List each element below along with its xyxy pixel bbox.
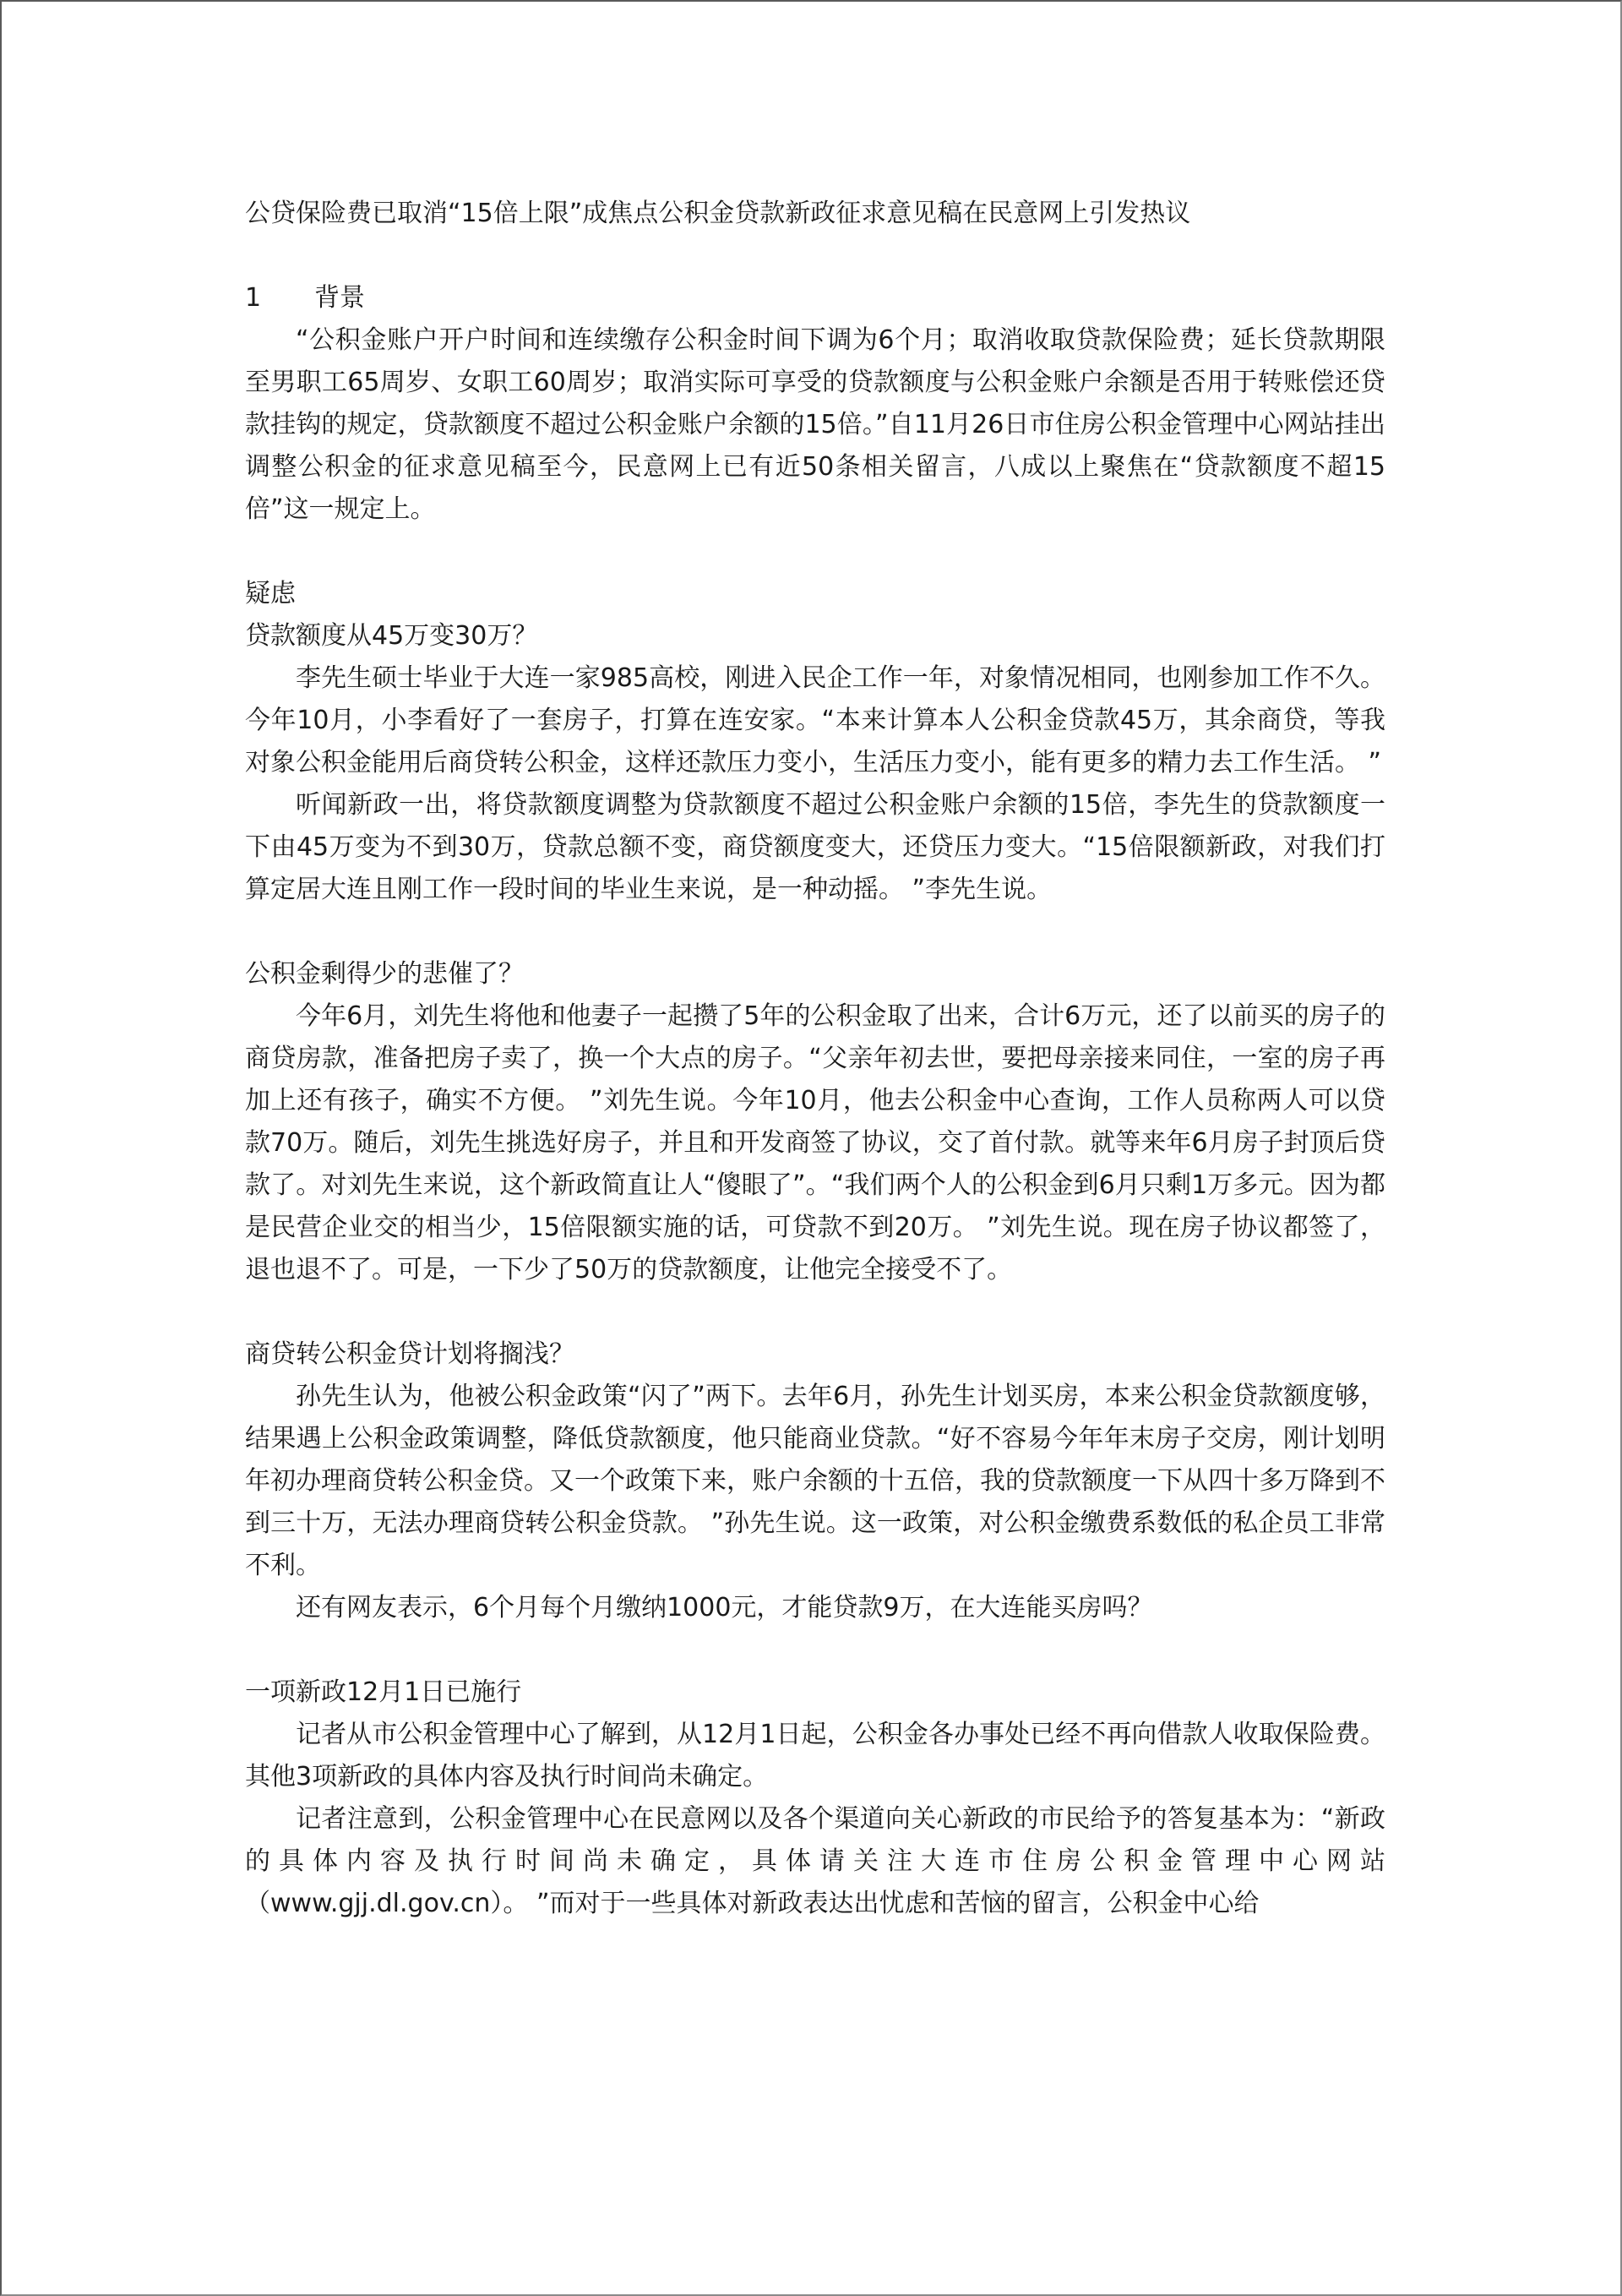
subheading-loan-transfer: 商贷转公积金贷计划将搁浅？ [245,1339,574,1369]
paragraph-liu: 今年6月，刘先生将他和他妻子一起攒了5年的公积金取了出来，合计6万元，还了以前买的房子的商贷房款，准备把房子卖了，换一个大点的房子。“父亲年初去世，要把母亲接来同住，一室的房子再加上还有孩子，确实不方便。 ”刘先生说。今年10月，他去公积金中心查询，工作人员称两人可以贷款70万。随后，刘先生挑选好房子，并且和开发商签了协议，交了首付款。就等来年6月房子封顶后贷款了。对刘先生来说，这个新政简直让人“傻眼了”。“我们两个人的公积金到6月只剩1万多元。因为都是民营企业交的相当少，15倍限额实施的话，可贷款不到20万。 ”刘先生说。现在房子协议都签了，退也退不了。可是，一下少了50万的贷款额度，让他完全接受不了。 [245,1001,1385,1284]
section-title: 背景 [314,283,365,313]
paragraph-li-1: 李先生硕士毕业于大连一家985高校，刚进入民企工作一年，对象情况相同，也刚参加工作不久。今年10月，小李看好了一套房子，打算在连安家。“本来计算本人公积金贷款45万，其余商贷，等我对象公积金能用后商贷转公积金，这样还款压力变小，生活压力变小，能有更多的精力去工作生活。 ” [245,663,1385,777]
section-heading-background [245,277,1385,319]
spacer [245,1629,1385,1672]
document-title: 公贷保险费已取消“15倍上限”成焦点公积金贷款新政征求意见稿在民意网上引发热议 [245,199,1191,228]
subheading-loan-amount: 贷款额度从45万变30万？ [245,621,538,651]
spacer [245,1291,1385,1333]
subheading-new-policy: 一项新政12月1日已施行 [245,1677,522,1707]
paragraph-netizen: 还有网友表示，6个月每个月缴纳1000元，才能贷款9万，在大连能买房吗？ [296,1593,1153,1622]
doubts-label: 疑虑 [245,579,296,608]
document-body [245,193,1385,1925]
spacer [245,531,1385,573]
paragraph-reporter-2: 记者注意到，公积金管理中心在民意网以及各个渠道向关心新政的市民给予的答复基本为：“新政的具体内容及执行时间尚未确定，具体请关注大连市住房公积金管理中心网站（www.gjj.dl.gov.cn）。 ”而对于一些具体对新政表达出忧虑和苦恼的留言，公积金中心给 [245,1804,1385,1918]
paragraph-li-2: 听闻新政一出，将贷款额度调整为贷款额度不超过公积金账户余额的15倍，李先生的贷款额度一下由45万变为不到30万，贷款总额不变，商贷额度变大，还贷压力变大。“15倍限额新政，对我们打算定居大连且刚工作一段时间的毕业生来说，是一种动摇。 ”李先生说。 [245,790,1385,904]
section-number: 1 [245,283,262,313]
subheading-low-balance: 公积金剩得少的悲催了？ [245,959,524,989]
background-paragraph: “公积金账户开户时间和连续缴存公积金时间下调为6个月；取消收取贷款保险费；延长贷款期限至男职工65周岁、女职工60周岁；取消实际可享受的贷款额度与公积金账户余额是否用于转账偿还贷款挂钩的规定，贷款额度不超过公积金账户余额的15倍。”自11月26日市住房公积金管理中心网站挂出调整公积金的征求意见稿至今，民意网上已有近50条相关留言，八成以上聚焦在“贷款额度不超15倍”这一规定上。 [245,325,1385,524]
spacer [245,911,1385,953]
paragraph-sun: 孙先生认为，他被公积金政策“闪了”两下。去年6月，孙先生计划买房，本来公积金贷款额度够，结果遇上公积金政策调整，降低贷款额度，他只能商业贷款。“好不容易今年年末房子交房，刚计划明年初办理商贷转公积金贷。又一个政策下来，账户余额的十五倍，我的贷款额度一下从四十多万降到不到三十万，无法办理商贷转公积金贷款。 ”孙先生说。这一政策，对公积金缴费系数低的私企员工非常不利。 [245,1382,1385,1580]
paragraph-reporter-1: 记者从市公积金管理中心了解到，从12月1日起，公积金各办事处已经不再向借款人收取保险费。其他3项新政的具体内容及执行时间尚未确定。 [245,1720,1385,1792]
